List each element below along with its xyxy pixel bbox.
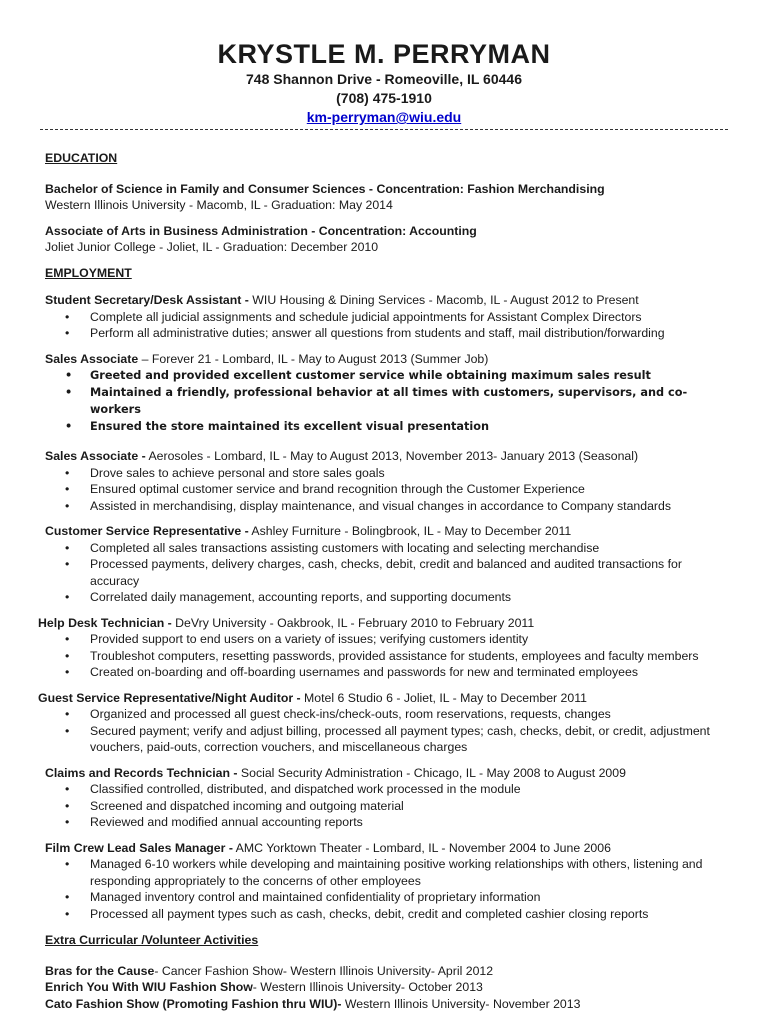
job-entry [45,448,725,514]
job-entry [38,615,725,681]
job-entry [45,292,725,342]
job-bullet: • Drove sales to achieve personal and store sales goals [45,465,725,482]
job-bullet: • Assisted in merchandising, display maintenance, and visual changes in accordance to Company standards [45,498,725,515]
job-bullet: • Reviewed and modified annual accounting reports [45,814,725,831]
job-bullet: • Completed all sales transactions assisting customers with locating and selecting merchandise [45,540,725,557]
job-bullet: • Maintained a friendly, professional behavior at all times with customers, supervisors, and co-workers [45,384,725,418]
job-detail: – Forever 21 - Lombard, IL - May to August 2013 (Summer Job) [138,351,489,366]
job-bullet: • Created on-boarding and off-boarding usernames and passwords for new and terminated employees [45,664,725,681]
job-bullet: • Ensured the store maintained its excellent visual presentation [45,418,725,435]
degree-title: Associate of Arts in Business Administration - Concentration: Accounting [45,223,477,238]
job-role: Customer Service Representative - [45,524,249,538]
phone: (708) 475-1910 [336,90,432,106]
activity-item [45,963,725,980]
degree-detail: Western Illinois University - Macomb, IL - Graduation: May 2014 [45,198,393,212]
job-role: Film Crew Lead Sales Manager - [45,840,233,855]
extra-curricular-heading: Extra Curricular /Volunteer Activities [45,933,259,947]
activity-event: Cato Fashion Show (Promoting Fashion thru WIU)- [45,996,342,1011]
activity-detail: - Western Illinois University- October 2013 [252,980,483,994]
resume-body [38,150,725,1012]
degree-title: Bachelor of Science in Family and Consumer Sciences - Concentration: Fashion Merchandising [45,181,605,196]
job-role: Help Desk Technician - [38,615,172,630]
activity-event: Enrich You With WIU Fashion Show [45,980,253,994]
job-detail: Aerosoles - Lombard, IL - May to August 2013, November 2013- January 2013 (Seasonal) [145,449,639,463]
degree-detail: Joliet Junior College - Joliet, IL - Graduation: December 2010 [45,240,379,254]
email-link[interactable]: km-perryman@wiu.edu [306,109,462,125]
job-bullet: • Secured payment; verify and adjust billing, processed all payment types; cash, checks, debit, or credit, adjustment vouchers, paid-outs, correction vouchers, and miscellaneous charges [45,723,725,756]
job-bullet: • Complete all judicial assignments and schedule judicial appointments for Assistant Complex Directors [45,309,725,326]
job-bullet: • Ensured optimal customer service and brand recognition through the Customer Experience [45,481,725,498]
activity-detail: Western Illinois University- November 2013 [341,996,581,1011]
job-detail: DeVry University - Oakbrook, IL - February 2010 to February 2011 [171,615,535,630]
activity-item [45,979,725,996]
job-detail: AMC Yorktown Theater - Lombard, IL - November 2004 to June 2006 [232,840,611,855]
job-bullet: • Screened and dispatched incoming and outgoing material [45,798,725,815]
job-entry [38,690,725,756]
activity-event: Bras for the Cause [45,963,155,978]
job-role: Sales Associate - [45,449,146,463]
job-entry [45,351,725,436]
job-role: Claims and Records Technician - [45,765,238,780]
job-entry [45,765,725,831]
job-role: Sales Associate [45,351,139,366]
job-bullet: • Greeted and provided excellent customer service while obtaining maximum sales result [45,367,725,384]
resume-header [0,38,768,127]
job-bullet: • Processed payments, delivery charges, cash, checks, debit, credit and balanced and audited transactions for accuracy [45,556,725,589]
job-detail: Ashley Furniture - Bolingbrook, IL - May to December 2011 [248,524,572,538]
job-bullet: • Classified controlled, distributed, and dispatched work processed in the module [45,781,725,798]
job-bullet: • Managed inventory control and maintained confidentiality of proprietary information [45,889,725,906]
address: 748 Shannon Drive - Romeoville, IL 60446 [246,71,522,87]
education-heading: EDUCATION [45,151,118,165]
activity-item [45,996,725,1013]
job-role: Student Secretary/Desk Assistant - [45,293,249,307]
employment-heading: EMPLOYMENT [45,265,132,280]
activity-detail: - Cancer Fashion Show- Western Illinois University- April 2012 [154,963,494,978]
job-bullet: • Provided support to end users on a variety of issues; verifying customers identity [45,631,725,648]
job-entry [45,840,725,923]
job-bullet: • Managed 6-10 workers while developing and maintaining positive working relationships with others, listening and responding appropriately to the concerns of other employees [45,856,725,889]
job-detail: Social Security Administration - Chicago, IL - May 2008 to August 2009 [237,765,626,780]
extra-list [45,963,725,1013]
job-entry [45,523,725,606]
job-bullet: • Troubleshot computers, resetting passwords, provided assistance for students, employees and faculty members [45,648,725,665]
job-bullet: • Processed all payment types such as cash, checks, debit, credit and completed cashier closing reports [45,906,725,923]
job-detail: Motel 6 Studio 6 - Joliet, IL - May to December 2011 [300,690,588,705]
job-bullet: • Perform all administrative duties; answer all questions from students and staff, mail distribution/forwarding [45,325,725,342]
job-bullet: • Organized and processed all guest check-ins/check-outs, room reservations, requests, changes [45,706,725,723]
job-bullet: • Correlated daily management, accounting reports, and supporting documents [45,589,725,606]
candidate-name: KRYSTLE M. PERRYMAN [217,39,551,69]
job-detail: WIU Housing & Dining Services - Macomb, IL - August 2012 to Present [248,293,639,307]
header-divider [40,129,728,130]
job-role: Guest Service Representative/Night Auditor - [38,690,301,705]
